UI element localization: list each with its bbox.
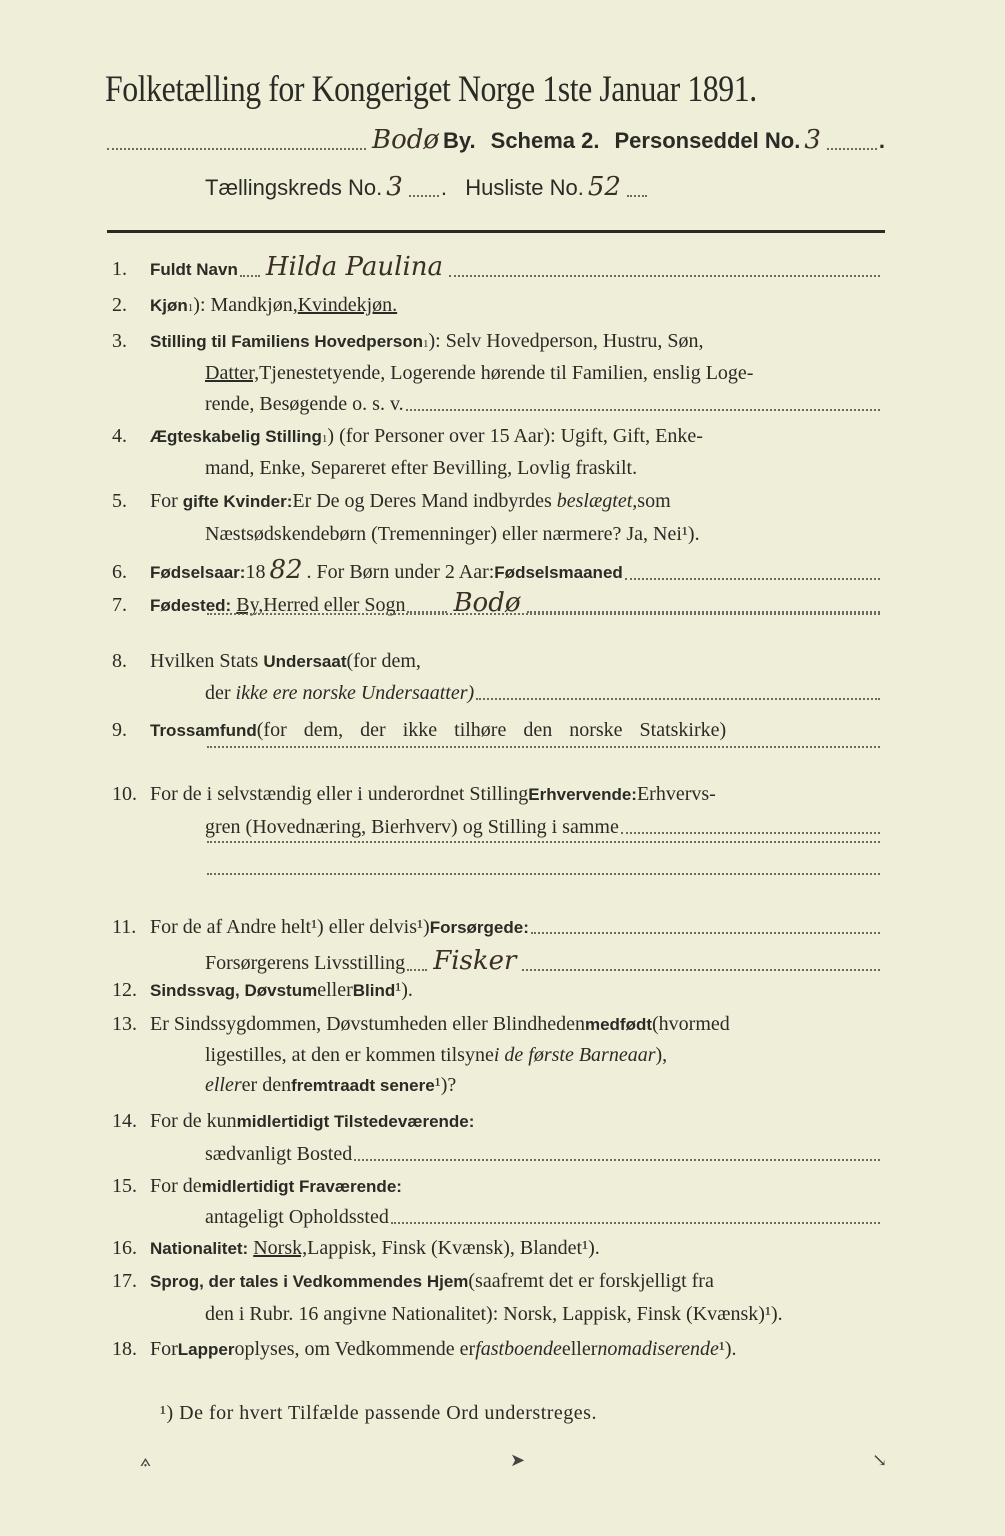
item-14 [112, 1110, 882, 1133]
dotted-fill-line [391, 1221, 880, 1224]
item-16 [112, 1237, 882, 1260]
form-text: Stilling til Familiens Hovedperson [150, 332, 423, 351]
form-title: Folketælling for Kongeriget Norge 1ste Januar 1891. [105, 69, 757, 110]
form-text: Erhvervs- [636, 783, 716, 805]
form-text: gifte Kvinder: [182, 492, 293, 511]
form-text: Personseddel No. [614, 128, 801, 153]
form-text: For de i selvstændig eller i underordnet Stilling [150, 783, 529, 805]
dotted-fill-line [627, 194, 647, 197]
form-text: nomadiserende [597, 1338, 719, 1360]
form-text [205, 745, 882, 753]
form-text: Hvilken Stats [150, 650, 259, 672]
form-text: (saafremt det er forskjelligt fra [468, 1270, 714, 1292]
form-text: Fødselsaar: [150, 563, 246, 582]
form-text [205, 1303, 882, 1326]
form-text: rende, Besøgende o. s. v. [205, 393, 404, 415]
form-text: 6. [112, 561, 127, 583]
form-text: 18. [112, 1338, 137, 1360]
form-text: Tjenestetyende, Logerende hørende til Familien, enslig Loge- [259, 362, 754, 384]
form-text: medfødt [584, 1015, 652, 1034]
form-text: 16. [112, 1237, 137, 1259]
dotted-fill-line [107, 147, 366, 150]
dotted-fill-line [522, 968, 880, 971]
item-17 [112, 1270, 882, 1293]
form-text: Sprog, der tales i Vedkommendes Hjem [150, 1272, 469, 1291]
divider [107, 230, 885, 233]
form-text: 9. [112, 719, 127, 741]
form-text: For de [150, 1175, 202, 1197]
form-text: For [150, 490, 178, 512]
center-mark-icon: ➤ [510, 1450, 526, 1470]
form-text: Kjøn [150, 296, 188, 315]
form-text: For de kun [150, 1110, 237, 1132]
form-text: den i Rubr. 16 angivne Nationalitet): Norsk, Lappisk, Finsk (Kvænsk)¹). [205, 1303, 783, 1325]
dotted-fill-line [207, 872, 880, 875]
form-text: Lappisk, Finsk (Kvænsk), Blandet¹). [307, 1237, 600, 1259]
form-text: 2. [112, 294, 127, 316]
form-text [205, 1143, 882, 1166]
form-text: Erhvervende: [528, 785, 637, 804]
form-text: (for dem, der ikke tilhøre den norske Statskirke) [256, 719, 727, 741]
dotted-fill-line [409, 194, 439, 197]
form-text: 12. [112, 979, 137, 1001]
form-text: ), [655, 1044, 668, 1066]
form-text: 3. [112, 330, 127, 352]
form-text [205, 816, 882, 839]
form-text: Nationalitet: [150, 1239, 249, 1258]
full-name-handwritten: Hilda Paulina [265, 252, 444, 282]
selected-nationality: Norsk, [253, 1237, 308, 1259]
form-text: 17. [112, 1270, 137, 1292]
dotted-fill-line [207, 612, 880, 615]
form-text: ¹). [395, 979, 413, 1001]
form-text: oplyses, om Vedkommende er [234, 1338, 476, 1360]
selected-gender: Kvindekjøn. [297, 294, 398, 316]
form-text: eller [205, 1074, 242, 1096]
form-text: 15. [112, 1175, 137, 1197]
birthplace-handwritten: Bodø [453, 588, 521, 618]
selected-birthplace-type: By, [236, 594, 264, 616]
dotted-fill-line [531, 931, 880, 934]
form-text: 4. [112, 425, 127, 447]
dotted-fill-line [240, 274, 260, 277]
form-text: 1 [423, 338, 429, 350]
corner-mark-icon: ↘ [872, 1450, 888, 1470]
form-text: midlertidigt Tilstedeværende: [236, 1112, 475, 1131]
form-text: Fødested: [150, 596, 232, 615]
selected-position: Datter, [205, 362, 260, 384]
form-text: Forsørgerens Livsstilling [205, 952, 406, 974]
footnote: ¹) De for hvert Tilfælde passende Ord understreges. [160, 1402, 597, 1424]
form-text: (hvormed [652, 1013, 730, 1035]
form-text: Husliste No. [465, 175, 584, 200]
form-text: 5. [112, 490, 127, 512]
form-text: beslægtet, [556, 490, 638, 512]
form-text: . For Børn under 2 Aar: [306, 561, 495, 583]
kreds-handwritten: 3 [386, 172, 403, 202]
place-handwritten: Bodø [371, 125, 440, 155]
form-text: . [878, 128, 885, 153]
dotted-fill-line [827, 147, 877, 150]
form-text: sædvanligt Bosted [205, 1143, 353, 1165]
form-text: Fødselsmaaned [494, 563, 623, 582]
form-text: Blind [352, 981, 396, 1000]
form-text: Er Sindssygdommen, Døvstumheden eller Blindheden [150, 1013, 585, 1035]
form-text: 7. [112, 594, 127, 616]
item-10 [112, 783, 882, 806]
personseddel-handwritten: 3 [804, 125, 821, 155]
form-text: eller [561, 1338, 598, 1360]
form-text: som [637, 490, 671, 512]
form-text: mand, Enke, Separeret efter Bevilling, Lovlig fraskilt. [205, 457, 638, 479]
form-text: 10. [112, 783, 137, 805]
form-text [205, 523, 882, 546]
form-text: For de af Andre helt¹) eller delvis¹) [150, 916, 430, 938]
form-text: der [205, 682, 231, 704]
item-2 [112, 294, 882, 317]
item-3 [112, 330, 882, 353]
item-18 [112, 1338, 882, 1361]
corner-mark-icon: ⟑ [140, 1450, 151, 1470]
item-8 [112, 650, 882, 673]
form-text: antageligt Opholdssted [205, 1206, 389, 1228]
form-text: 1 [187, 302, 194, 314]
provider-occupation-handwritten: Fisker [433, 946, 517, 976]
dotted-fill-line [449, 274, 880, 277]
item-15 [112, 1175, 882, 1198]
dotted-fill-line [207, 745, 880, 748]
form-text: 1. [112, 258, 127, 280]
form-text [205, 872, 882, 880]
form-text [205, 1074, 882, 1097]
form-text: 13. [112, 1013, 137, 1035]
form-text: gren (Hovednæring, Bierhverv) og Stilling i samme [205, 816, 619, 838]
husliste-handwritten: 52 [587, 172, 621, 202]
form-text: Sindssvag, Døvstum [150, 981, 318, 1000]
birth-year-handwritten: 82 [269, 555, 303, 585]
item-4 [112, 425, 882, 448]
dotted-fill-line [625, 577, 880, 580]
dotted-fill-line [354, 1158, 880, 1161]
form-text: eller [317, 979, 353, 1001]
form-text [205, 946, 882, 976]
item-1 [112, 252, 882, 282]
form-text: Herred eller Sogn [263, 594, 406, 616]
form-text [205, 393, 882, 416]
item-5 [112, 490, 882, 513]
form-text: ¹)? [434, 1074, 457, 1096]
form-text: Lapper [177, 1340, 235, 1359]
form-text: ¹). [718, 1338, 737, 1360]
form-text: ligestilles, at den er kommen tilsyne [205, 1044, 494, 1066]
form-text [205, 1044, 882, 1067]
form-text: Schema 2. [490, 128, 600, 153]
form-text [205, 682, 882, 705]
form-text: Trossamfund [150, 721, 257, 740]
header-line-1 [105, 125, 885, 155]
form-text [205, 1206, 882, 1229]
form-text: i de første Barneaar [493, 1044, 656, 1066]
form-text: 18 [245, 561, 266, 583]
form-text: 11. [112, 916, 137, 938]
header-line-2 [205, 172, 805, 202]
form-text: 1 [321, 433, 328, 445]
item-12 [112, 979, 882, 1002]
form-text: For [150, 1338, 178, 1360]
form-text: fastboende [475, 1338, 562, 1360]
dotted-fill-line [207, 840, 880, 843]
form-text: ikke ere norske Undersaatter) [235, 682, 475, 704]
form-text: Fuldt Navn [150, 260, 238, 279]
form-text: midlertidigt Fraværende: [201, 1177, 402, 1196]
form-text [205, 612, 882, 620]
item-6 [112, 555, 882, 585]
form-text: 8. [112, 650, 127, 672]
form-text: ): Selv Hovedperson, Hustru, Søn, [428, 330, 704, 352]
form-text [205, 362, 882, 385]
item-9 [112, 719, 882, 742]
form-text: . [440, 175, 466, 200]
dotted-fill-line [407, 968, 427, 971]
form-text [205, 457, 882, 480]
dotted-fill-line [621, 831, 880, 834]
item-13 [112, 1013, 882, 1036]
form-text: 14. [112, 1110, 137, 1132]
form-text: Tællingskreds No. [205, 175, 383, 200]
form-text: ) (for Personer over 15 Aar): Ugift, Gift, Enke- [327, 425, 703, 447]
form-text: (for dem, [346, 650, 421, 672]
dotted-fill-line [406, 408, 880, 411]
form-text: fremtraadt senere [291, 1076, 435, 1095]
form-text: Undersaat [263, 652, 347, 671]
item-11 [112, 916, 882, 939]
form-text: Næstsødskendebørn (Tremenninger) eller nærmere? Ja, Nei¹). [205, 523, 700, 545]
form-text: Er De og Deres Mand indbyrdes [292, 490, 552, 512]
form-text [205, 840, 882, 848]
form-text: er den [241, 1074, 292, 1096]
form-text: Ægteskabelig Stilling [150, 427, 322, 446]
form-text: Forsørgede: [429, 918, 529, 937]
dotted-fill-line [476, 697, 880, 700]
form-text: ): Mandkjøn, [193, 294, 298, 316]
form-text: By. [443, 128, 476, 153]
